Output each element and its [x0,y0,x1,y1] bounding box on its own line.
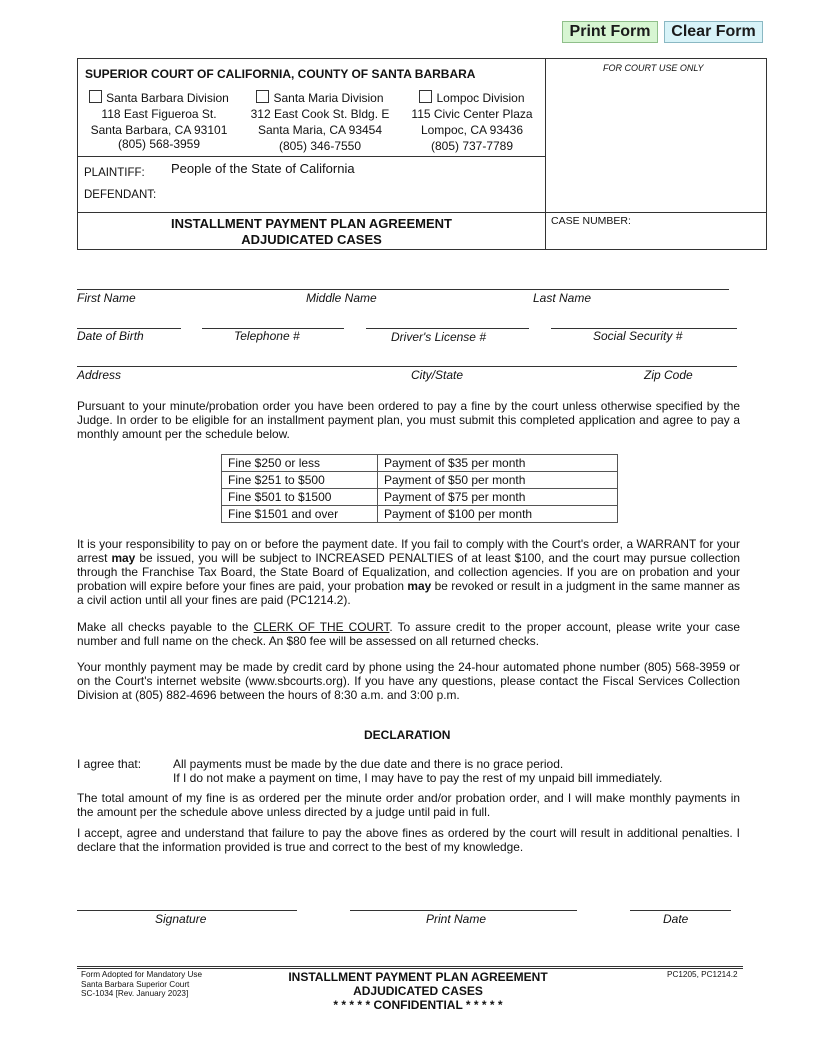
form-title: INSTALLMENT PAYMENT PLAN AGREEMENT ADJUDICATED CASES [171,216,452,247]
plaintiff-value[interactable]: People of the State of California [171,161,355,176]
signature-label: Signature [155,912,207,926]
print-name-label: Print Name [426,912,487,926]
last-name-label: Last Name [533,291,592,305]
court-name: SUPERIOR COURT OF CALIFORNIA, COUNTY OF SANTA BARBARA [85,67,476,81]
responsibility-paragraph: It is your responsibility to pay on or before the payment date. If you fail to comply with the Court's order, a WARRANT for your arrest may be issued, you will be subject to INCREASED PENALTIES of at least $100, and the court may pursue collection through the Franchise Tax Board, the State Board of Equalization, and collection agencies. If you are on probation and your probation will expire before your fines are paid, your probation may be revoked or result in a judgment in the same manner as a civil action until all your fines are paid (PC1214.2). [77,537,740,607]
form-adoption-info: Form Adopted for Mandatory Use Santa Barbara Superior Court SC-1034 [Rev. January 2023] [81,970,203,998]
agree-label: I agree that: [77,757,142,771]
date-input-line[interactable] [630,910,731,911]
court-use-label: FOR COURT USE ONLY [603,63,704,73]
division-santa-maria: Santa Maria Division 312 East Cook St. Bldg. E Santa Maria, CA 93454 (805) 346-7550 [250,91,390,153]
defendant-label: DEFENDANT: [84,189,157,201]
checks-paragraph: Make all checks payable to the CLERK OF THE COURT. To assure credit to the proper account, please write your case number and full name on the check. An $80 fee will be assessed on all returned checks. [77,620,740,648]
statute-codes: PC1205, PC1214.2 [667,970,738,979]
footer-rule [77,968,743,969]
name-input-line[interactable] [77,289,729,290]
table-row: Fine $501 to $1500 Payment of $75 per month [222,489,618,506]
lompoc-checkbox[interactable] [419,90,432,103]
santa-barbara-checkbox[interactable] [89,90,102,103]
division-lompoc: Lompoc Division 115 Civic Center Plaza Lompoc, CA 93436 (805) 737-7789 [411,91,533,153]
clear-form-button[interactable]: Clear Form [664,21,763,43]
table-row: Fine $250 or less Payment of $35 per month [222,455,618,472]
case-number-label: CASE NUMBER: [551,215,631,227]
table-row: Fine $251 to $500 Payment of $50 per month [222,472,618,489]
license-input-line[interactable] [366,328,529,329]
total-paragraph: The total amount of my fine is as ordered per the minute order and/or probation order, and I will make monthly payments in the amount per the schedule above unless directed by a judge until paid in full. [77,791,740,819]
print-form-button[interactable]: Print Form [562,21,658,43]
date-label: Date [663,912,689,926]
plaintiff-label: PLAINTIFF: [84,167,145,179]
credit-card-paragraph: Your monthly payment may be made by credit card by phone using the 24-hour automated phone number (805) 568-3959 or on the Court's internet website (www.sbcourts.org). If you have any questions, please contact the Fiscal Services Collection Division at (805) 882-4696 between the hours of 8:30 a.m. and 3:00 p.m. [77,660,740,702]
intro-paragraph: Pursuant to your minute/probation order you have been ordered to pay a fine by the court unless otherwise specified by the Judge. In order to be eligible for an installment payment plan, you must submit this completed application and agree to pay a monthly amount per the schedule below. [77,399,740,441]
city-state-label: City/State [411,368,464,382]
footer-rule [77,966,743,967]
zip-label: Zip Code [644,368,693,382]
address-input-line[interactable] [77,366,737,367]
print-name-input-line[interactable] [350,910,577,911]
middle-name-label: Middle Name [306,291,377,305]
caption-box [77,58,767,250]
telephone-label: Telephone # [234,329,300,343]
first-name-label: First Name [77,291,136,305]
signature-input-line[interactable] [77,910,297,911]
address-label: Address [77,368,122,382]
division-santa-barbara: Santa Barbara Division 118 East Figueroa St. Santa Barbara, CA 93101 (805) 568-3959 [90,91,229,151]
santa-maria-checkbox[interactable] [256,90,269,103]
footer-title: INSTALLMENT PAYMENT PLAN AGREEMENT ADJUDICATED CASES * * * * * CONFIDENTIAL * * * * * [288,970,548,1012]
declaration-heading: DECLARATION [364,728,451,742]
ssn-label: Social Security # [593,329,683,343]
dob-label: Date of Birth [77,329,144,343]
drivers-license-label: Driver's License # [391,330,486,344]
payment-schedule-table [221,454,618,523]
table-row: Fine $1501 and over Payment of $100 per month [222,506,618,523]
accept-paragraph: I accept, agree and understand that failure to pay the above fines as ordered by the court will result in additional penalties. I declare that the information provided is true and correct to the best of my knowledge. [77,826,740,854]
agree-statements: All payments must be made by the due date and there is no grace period. If I do not make a payment on time, I may have to pay the rest of my unpaid bill immediately. [173,757,663,785]
